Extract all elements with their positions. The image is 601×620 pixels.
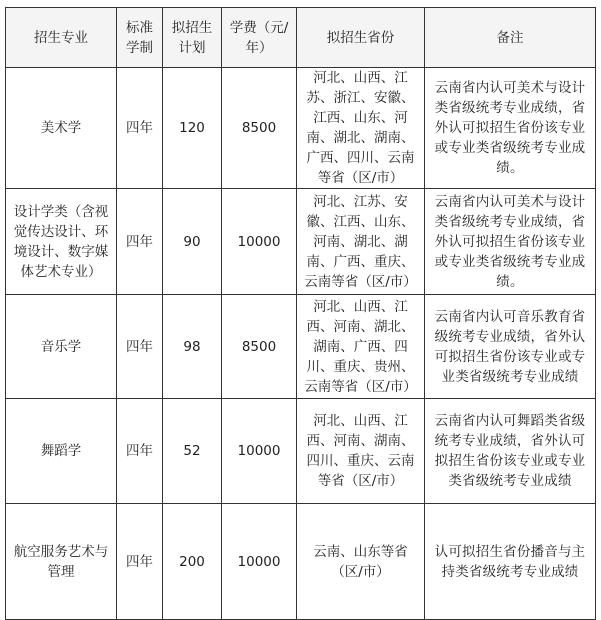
table-row [6,68,596,189]
duration-cell: 四年 [117,68,163,189]
notes-cell: 云南省内认可美术与设计类省级统考专业成绩，省外认可拟招生省份该专业或专业类省级统考专业成绩。 [425,68,596,189]
plan-cell: 120 [163,68,222,189]
plan-cell: 200 [163,504,222,620]
provinces-cell: 河北、山西、江西、河南、湖北、湖南、广西、四川、重庆、贵州、云南等省（区/市） [297,295,425,399]
duration-cell: 四年 [117,399,163,504]
provinces-cell: 云南、山东等省（区/市） [297,504,425,620]
fee-cell: 8500 [222,295,297,399]
provinces-cell: 河北、江苏、安徽、江西、山东、河南、湖北、湖南、广西、重庆、云南等省（区/市） [297,189,425,295]
notes-cell: 云南省内认可舞蹈类省级统考专业成绩，省外认可拟招生省份该专业或专业类省级统考专业成绩 [425,399,596,504]
plan-cell: 90 [163,189,222,295]
duration-cell: 四年 [117,189,163,295]
major-cell: 音乐学 [6,295,117,399]
table-header-row [6,8,596,68]
fee-cell: 10000 [222,189,297,295]
table-row [6,189,596,295]
admissions-table [5,7,596,620]
fee-cell: 10000 [222,504,297,620]
table-row [6,295,596,399]
header-notes: 备注 [425,8,596,68]
fee-cell: 10000 [222,399,297,504]
header-major: 招生专业 [6,8,117,68]
header-plan: 拟招生计划 [163,8,222,68]
provinces-cell: 河北、山西、江西、河南、湖南、四川、重庆、云南等省（区/市） [297,399,425,504]
provinces-cell: 河北、山西、江苏、浙江、安徽、江西、山东、河南、湖北、湖南、广西、四川、云南等省（区/市） [297,68,425,189]
duration-cell: 四年 [117,295,163,399]
notes-cell: 认可拟招生省份播音与主持类省级统考专业成绩 [425,504,596,620]
plan-cell: 98 [163,295,222,399]
duration-cell: 四年 [117,504,163,620]
major-cell: 美术学 [6,68,117,189]
major-cell: 舞蹈学 [6,399,117,504]
major-cell: 设计学类（含视觉传达设计、环境设计、数字媒体艺术专业） [6,189,117,295]
notes-cell: 云南省内认可美术与设计类省级统考专业成绩，省外认可拟招生省份该专业或专业类省级统考专业成绩。 [425,189,596,295]
major-cell: 航空服务艺术与管理 [6,504,117,620]
notes-cell: 云南省内认可音乐教育省级统考专业成绩，省外认可拟招生省份该专业或专业类省级统考专业成绩 [425,295,596,399]
header-fee: 学费（元/年） [222,8,297,68]
fee-cell: 8500 [222,68,297,189]
plan-cell: 52 [163,399,222,504]
header-duration: 标准学制 [117,8,163,68]
table-row [6,399,596,504]
header-provinces: 拟招生省份 [297,8,425,68]
table-row [6,504,596,620]
